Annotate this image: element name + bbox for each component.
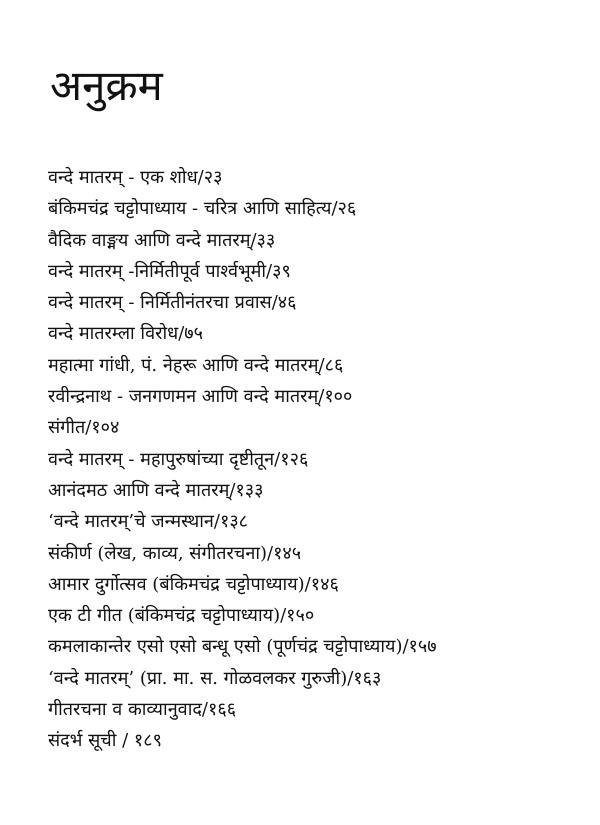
toc-entry: आनंदमठ आणि वन्दे मातरम्/१३३ — [48, 479, 264, 501]
toc-entry: महात्मा गांधी, पं. नेहरू आणि वन्दे मातरम्/८६ — [48, 354, 344, 376]
toc-entry: गीतरचना व काव्यानुवाद/१६६ — [48, 699, 237, 721]
toc-entry: आमार दुर्गोत्सव (बंकिमचंद्र चट्टोपाध्याय)/१४६ — [48, 573, 339, 595]
toc-entry: ‘वन्दे मातरम्’चे जन्मस्थान/१३८ — [48, 511, 249, 533]
toc-entry: संगीत/१०४ — [48, 417, 120, 439]
toc-entry: वन्दे मातरम् - एक शोध/२३ — [48, 167, 223, 188]
toc-entry: संकीर्ण (लेख, काव्य, संगीतरचना)/१४५ — [48, 542, 302, 564]
toc-entry: एक टी गीत (बंकिमचंद्र चट्टोपाध्याय)/१५० — [48, 605, 315, 627]
toc-entry: ‘वन्दे मातरम्’ (प्रा. मा. स. गोळवलकर गुरुजी)/१६३ — [48, 667, 382, 689]
toc-entry: वैदिक वाङ्मय आणि वन्दे मातरम्/३३ — [48, 229, 276, 251]
toc-entry: बंकिमचंद्र चट्टोपाध्याय - चरित्र आणि साहित्य/२६ — [48, 198, 357, 220]
page-title: अनुक्रम — [50, 61, 163, 110]
toc-entry: वन्दे मातरम् -निर्मितीपूर्व पार्श्वभूमी/३९ — [48, 260, 291, 282]
toc-entry: वन्दे मातरम् - निर्मितीनंतरचा प्रवास/४६ — [48, 292, 297, 314]
toc-entry: कमलाकान्तेर एसो एसो बन्धू एसो (पूर्णचंद्र चट्टोपाध्याय)/१५७ — [48, 636, 437, 658]
toc-entry: वन्दे मातरम् - महापुरुषांच्या दृष्टीतून/१२६ — [48, 448, 309, 470]
table-of-contents — [48, 162, 596, 757]
toc-entry: वन्दे मातरम्ला विरोध/७५ — [48, 323, 203, 345]
toc-entry: संदर्भ सूची / १८९ — [48, 730, 162, 752]
toc-entry: रवीन्द्रनाथ - जनगणमन आणि वन्दे मातरम्/१०० — [48, 386, 353, 408]
